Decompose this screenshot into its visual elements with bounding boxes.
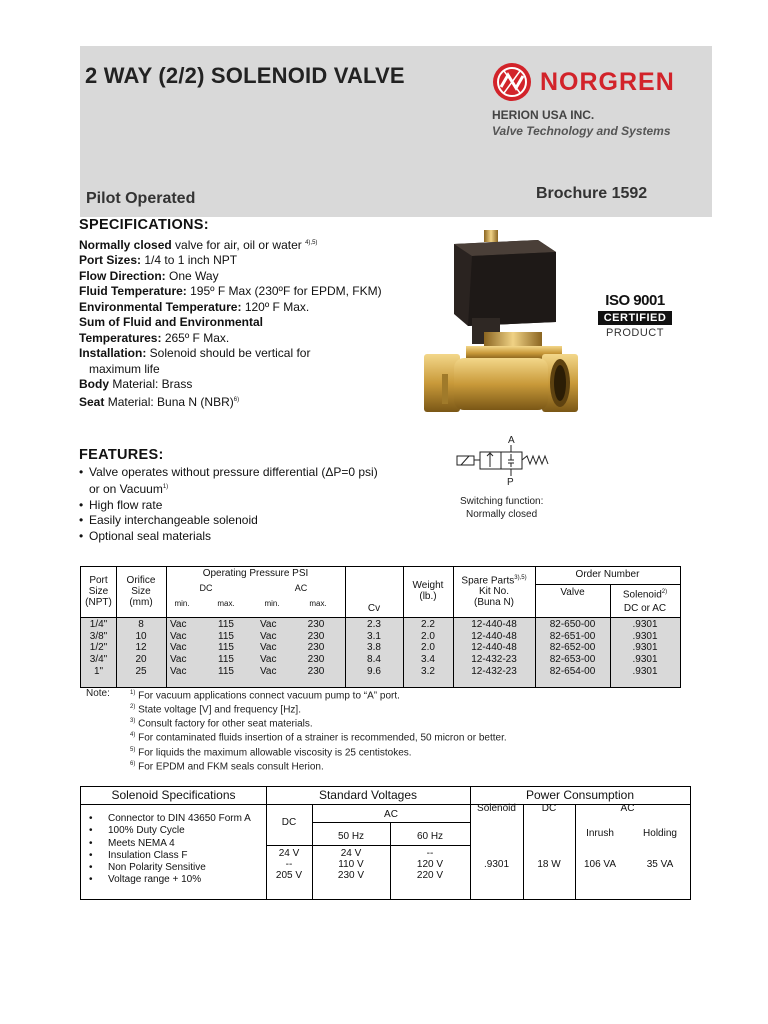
spec-sum-temperatures: Sum of Fluid and Environmental — [79, 315, 264, 329]
spec-body-material: Body Material: Brass — [79, 377, 193, 391]
feature-item: • High flow rate — [79, 498, 459, 514]
col-cv: 2.3 3.1 3.8 8.4 9.6 — [367, 619, 381, 677]
feature-item: • Valve operates without pressure differential (ΔP=0 psi) or on Vacuum$^{1)}$ — [79, 465, 459, 498]
switching-function-caption — [460, 495, 570, 521]
switching-caption-line: Switching function: — [460, 496, 544, 507]
note-item: $^{4)}$ For contaminated fluids insertion of a strainer is recommended, 50 micron or better. — [130, 732, 507, 744]
power-ac-header: AC — [620, 803, 635, 814]
note-item: $^{2)}$ State voltage [V] and frequency [Hz]. — [130, 704, 301, 716]
voltage-50hz-header: 50 Hz — [337, 831, 365, 842]
spec-installation: Installation: Solenoid should be vertical for — [79, 346, 311, 360]
notes-label: Note: — [86, 688, 110, 699]
power-holding-value: 35 VA — [646, 859, 674, 870]
notes-list — [130, 688, 590, 773]
company-tagline: Valve Technology and Systems — [492, 124, 671, 138]
note-item: $^{5)}$ For liquids the maximum allowable viscosity is 25 centistokes. — [130, 746, 412, 758]
voltage-dc-header: DC — [281, 817, 297, 828]
company-name: HERION USA INC. — [492, 108, 595, 122]
brochure-number: Brochure 1592 — [536, 185, 648, 202]
col-dc-min: Vac Vac Vac Vac Vac — [170, 619, 187, 677]
voltage-ac-header: AC — [384, 809, 398, 820]
hdr-dc: DC — [199, 583, 213, 593]
note-item: $^{3)}$ Consult factory for other seat materials. — [130, 718, 313, 730]
norgren-logo — [492, 62, 706, 102]
features-heading: FEATURES: — [79, 447, 164, 463]
solenoid-spec-list — [89, 813, 251, 887]
iso-certified: CERTIFIED — [598, 311, 672, 325]
voltage-60hz-values: -- 120 V 220 V — [416, 848, 444, 881]
power-holding-header: Holding — [643, 828, 677, 839]
iso-standard: ISO 9001 — [605, 292, 665, 309]
hdr-ac-max: max. — [309, 599, 327, 608]
power-inrush-value: 106 VA — [583, 859, 617, 870]
header-banner — [80, 46, 712, 217]
hdr-standard-voltages: Standard Voltages — [318, 788, 418, 802]
power-solenoid-value: .9301 — [483, 859, 510, 870]
power-dc-value: 18 W — [537, 859, 561, 870]
hdr-port: Port Size (NPT) — [85, 575, 112, 608]
hdr-solenoid: Solenoid$^{2)}$ DC or AC — [622, 589, 668, 615]
hdr-solenoid-specs: Solenoid Specifications — [111, 788, 236, 802]
hdr-valve: Valve — [560, 587, 585, 598]
switching-caption-value: Normally closed — [466, 509, 538, 520]
voltage-dc-values: 24 V -- 205 V — [275, 848, 303, 881]
solenoid-spec-item: • Voltage range + 10% — [89, 874, 251, 886]
hdr-order-number: Order Number — [575, 569, 640, 580]
spec-port-sizes: Port Sizes: 1/4 to 1 inch NPT — [79, 253, 238, 267]
hdr-power-consumption: Power Consumption — [525, 788, 635, 802]
hdr-ac: AC — [294, 583, 308, 593]
voltage-60hz-header: 60 Hz — [416, 831, 444, 842]
spec-environmental-temperature: Environmental Temperature: 120º F Max. — [79, 299, 310, 314]
col-valve-order: 82-650-00 82-651-00 82-652-00 82-653-00 82-654-00 — [549, 619, 596, 677]
solenoid-spec-item: • Connector to DIN 43650 Form A — [89, 813, 251, 825]
page-subtitle: Pilot Operated — [86, 190, 196, 207]
spec-installation-cont: maximum life — [89, 361, 160, 376]
hdr-weight: Weight (lb.) — [412, 580, 444, 602]
hdr-dc-min: min. — [174, 599, 190, 608]
note-item: $^{1)}$ For vacuum applications connect vacuum pump to “A” port. — [130, 690, 400, 702]
feature-item: • Optional seal materials — [79, 529, 459, 545]
spec-flow-direction: Flow Direction: One Way — [79, 268, 219, 283]
operating-pressure-table — [80, 566, 681, 688]
hdr-dc-max: max. — [217, 599, 235, 608]
valve-product-image — [416, 222, 586, 432]
col-kit-no: 12-440-48 12-440-48 12-440-48 12-432-23 12-432-23 — [471, 619, 517, 677]
solenoid-spec-item: • Meets NEMA 4 — [89, 838, 251, 850]
spec-seat-material: Seat Material: Buna N (NBR)$^{6)}$ — [79, 394, 240, 409]
norgren-emblem-icon — [492, 62, 532, 102]
features-section — [79, 448, 459, 544]
hdr-cv: Cv — [367, 603, 381, 614]
spec-normally-closed: Normally closed valve for air, oil or water $^{4),5)}$ — [79, 237, 318, 252]
brand-name: NORGREN — [540, 68, 675, 96]
col-solenoid-order: .9301 .9301 .9301 .9301 .9301 — [632, 619, 658, 677]
power-dc-header: DC — [541, 803, 557, 814]
voltage-50hz-values: 24 V 110 V 230 V — [337, 848, 365, 881]
power-solenoid-header: Solenoid — [477, 803, 516, 814]
switching-symbol-diagram — [449, 434, 555, 488]
solenoid-specifications-table — [80, 786, 691, 900]
specifications-heading: SPECIFICATIONS: — [79, 217, 209, 233]
note-item: $^{6)}$ For EPDM and FKM seals consult Herion. — [130, 760, 324, 772]
solenoid-spec-item: • Non Polarity Sensitive — [89, 862, 251, 874]
hdr-orifice: Orifice Size (mm) — [126, 575, 156, 608]
page-title: 2 WAY (2/2) SOLENOID VALVE — [85, 63, 405, 88]
col-port-size: 1/4" 3/8" 1/2" 3/4" 1" — [89, 619, 108, 677]
col-ac-min: Vac Vac Vac Vac Vac — [260, 619, 277, 677]
col-orifice: 8 10 12 20 25 — [135, 619, 147, 677]
spec-sum-temperatures-value: Temperatures: 265º F Max. — [79, 330, 230, 345]
hdr-ac-min: min. — [264, 599, 280, 608]
col-dc-max: 115 115 115 115 115 — [218, 619, 234, 677]
hdr-spare-parts: Spare Parts$^{3),5)}$ Kit No. (Buna N) — [461, 575, 527, 609]
solenoid-spec-item: • 100% Duty Cycle — [89, 825, 251, 837]
solenoid-spec-item: • Insulation Class F — [89, 850, 251, 862]
spec-fluid-temperature: Fluid Temperature: 195º F Max (230ºF for EPDM, FKM) — [79, 284, 382, 298]
power-inrush-header: Inrush — [586, 828, 614, 839]
iso-product: PRODUCT — [606, 327, 664, 339]
port-a-label: A — [508, 435, 515, 446]
hdr-operating-pressure: Operating Pressure PSI — [202, 568, 309, 579]
specifications-section — [79, 218, 459, 410]
iso-certified-badge — [598, 292, 672, 339]
feature-item: • Easily interchangeable solenoid — [79, 513, 459, 529]
port-p-label: P — [507, 477, 514, 488]
col-ac-max: 230 230 230 230 230 — [307, 619, 325, 677]
col-weight: 2.2 2.0 2.0 3.4 3.2 — [421, 619, 435, 677]
